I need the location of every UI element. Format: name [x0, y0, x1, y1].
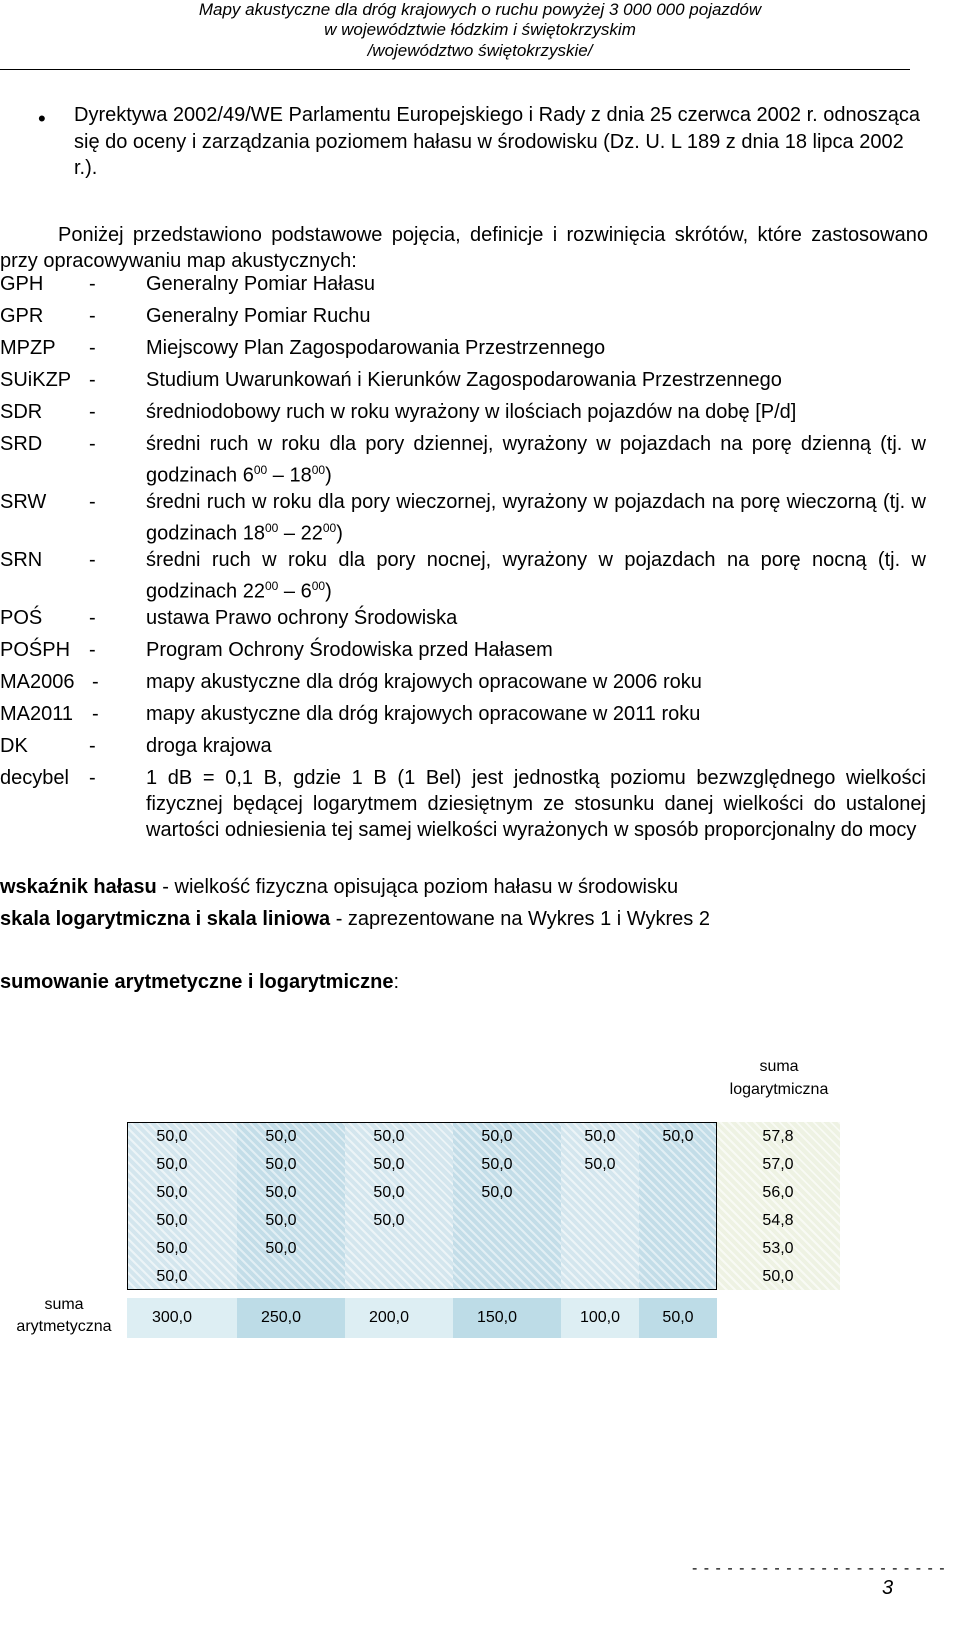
table-cell: [639, 1263, 717, 1291]
table-cell: 50,0: [481, 1184, 513, 1201]
table-cell: 50,0: [373, 1128, 405, 1145]
term-scales: skala logarytmiczna i skala liniowa - zaprezentowane na Wykres 1 i Wykres 2: [0, 908, 710, 930]
abbr-term: DK: [0, 735, 28, 757]
abbr-term: SDR: [0, 401, 43, 423]
abbr-dash: -: [89, 607, 96, 629]
intro-text: Poniżej przedstawiono podstawowe pojęcia, definicje i rozwinięcia skrótów, które zastosowano przy opracowywaniu map akustycznych:: [0, 224, 928, 272]
abbr-dash: -: [89, 639, 96, 661]
arith-sum-cell: 250,0: [260, 1309, 302, 1326]
footer-dashes: - - - - - - - - - - - - - - - - - - - - - -: [692, 1560, 946, 1577]
abbr-dash: -: [89, 735, 96, 757]
abbr-definition: Miejscowy Plan Zagospodarowania Przestrzennego: [146, 337, 606, 359]
table-cell: 50,0: [265, 1128, 297, 1145]
log-sum-cell: 53,0: [762, 1240, 794, 1257]
table-cell: [561, 1207, 639, 1235]
table-cell: [639, 1207, 717, 1235]
table-cell: [227, 1263, 335, 1291]
log-sum-cell: 50,0: [762, 1268, 794, 1285]
abbr-term: MPZP: [0, 337, 56, 359]
abbr-dash: -: [89, 767, 96, 789]
abbr-definition: średni ruch w roku dla pory wieczornej, wyrażony w pojazdach na porę wieczorną (tj. w godzinach $18^{00} - 22^{00}$): [146, 491, 926, 545]
table-cell: [561, 1263, 639, 1291]
abbr-definition: Program Ochrony Środowiska przed Hałasem: [146, 639, 553, 661]
abbr-term: decybel: [0, 767, 69, 789]
table-cell: 50,0: [156, 1268, 188, 1285]
table-cell: [639, 1235, 717, 1263]
abbr-dash: -: [92, 703, 99, 725]
abbr-term: SUiKZP: [0, 369, 72, 391]
abbr-definition: średni ruch w roku dla pory nocnej, wyrażony w pojazdach na porę nocną (tj. w godzinach $22^{00} - 6^{00}$): [146, 549, 926, 603]
table-cell: 50,0: [265, 1240, 297, 1257]
abbr-dash: -: [89, 369, 96, 391]
table-cell: [561, 1235, 639, 1263]
abbr-dash: -: [89, 337, 96, 359]
log-sum-cell: 56,0: [762, 1184, 794, 1201]
header-title-line-2: w województwie łódzkim i świętokrzyskim: [324, 20, 636, 39]
abbr-term: SRW: [0, 491, 47, 513]
term-summation: sumowanie arytmetyczne i logarytmiczne:: [0, 971, 400, 993]
table-cell: 50,0: [481, 1128, 513, 1145]
log-sum-cell: 54,8: [762, 1212, 794, 1229]
abbr-definition: mapy akustyczne dla dróg krajowych opracowane w 2011 roku: [146, 703, 701, 725]
arith-sum-cell: 50,0: [662, 1309, 694, 1326]
abbr-term: MA2011: [0, 703, 74, 725]
table-cell: 50,0: [584, 1128, 616, 1145]
table-cell: [561, 1179, 639, 1207]
table-cell: 50,0: [156, 1184, 188, 1201]
table-cell: 50,0: [156, 1240, 188, 1257]
table-cell: 50,0: [584, 1156, 616, 1173]
table-cell: [335, 1235, 443, 1263]
table-cell: [335, 1263, 443, 1291]
abbr-definition: droga krajowa: [146, 735, 272, 757]
table-cell: 50,0: [265, 1184, 297, 1201]
abbr-definition: średni ruch w roku dla pory dziennej, wyrażony w pojazdach na porę dzienną (tj. w godzinach $6^{00} - 18^{00}$): [146, 433, 926, 487]
abbr-term: POŚ: [0, 607, 43, 629]
abbr-term: MA2006: [0, 671, 75, 693]
arith-sum-cell: 100,0: [579, 1309, 621, 1326]
abbr-term: GPR: [0, 305, 44, 327]
table-cell: 50,0: [265, 1156, 297, 1173]
arith-sum-label: suma arytmetyczna: [16, 1296, 112, 1335]
abbr-dash: -: [89, 433, 96, 455]
header-rule: [0, 69, 910, 70]
abbr-dash: -: [92, 671, 99, 693]
log-sum-label: suma logarytmiczna: [729, 1058, 829, 1098]
header-title-line-1: Mapy akustyczne dla dróg krajowych o ruchu powyżej 3 000 000 pojazdów: [198, 0, 762, 19]
abbr-definition: Generalny Pomiar Ruchu: [146, 305, 371, 327]
table-cell: 50,0: [156, 1156, 188, 1173]
table-cell: 50,0: [662, 1128, 694, 1145]
table-cell: 50,0: [373, 1212, 405, 1229]
term-noise-indicator: wskaźnik hałasu - wielkość fizyczna opisująca poziom hałasu w środowisku: [0, 876, 679, 898]
table-cell: [443, 1263, 551, 1291]
table-cell: [443, 1235, 551, 1263]
abbr-definition: średniodobowy ruch w roku wyrażony w ilościach pojazdów na dobę [P/d]: [146, 401, 797, 423]
abbr-dash: -: [89, 305, 96, 327]
abbr-term: SRD: [0, 433, 43, 455]
table-cell: [443, 1207, 551, 1235]
abbr-dash: -: [89, 549, 96, 571]
abbr-definition: mapy akustyczne dla dróg krajowych opracowane w 2006 roku: [146, 671, 702, 693]
log-sum-cell: 57,8: [762, 1128, 794, 1145]
log-sum-cell: 57,0: [762, 1156, 794, 1173]
table-cell: 50,0: [156, 1212, 188, 1229]
header-title-line-3: /województwo świętokrzyskie/: [367, 41, 593, 60]
table-cell: [639, 1179, 717, 1207]
bullet-text: Dyrektywa 2002/49/WE Parlamentu Europejskiego i Rady z dnia 25 czerwca 2002 r. odnosząca się do oceny i zarządzania poziomem hałasu w środowisku (Dz. U. L 189 z dnia 18 lipca 2002 r.).: [74, 104, 921, 179]
abbr-term: POŚPH: [0, 639, 71, 661]
abbr-definition: 1 dB = 0,1 B, gdzie 1 B (1 Bel) jest jednostką poziomu bezwzględnego wielkości fizycznej będącej logarytmem dziesiętnym ze stosunku danej wielkości do ustalonej wartości odniesienia tej samej wielkości wyrażonych w sposób proporcjonalny do mocy: [146, 767, 926, 841]
bullet-icon: •: [38, 106, 46, 131]
table-cell: 50,0: [481, 1156, 513, 1173]
page-number: 3: [882, 1577, 894, 1599]
abbr-definition: Studium Uwarunkowań i Kierunków Zagospodarowania Przestrzennego: [146, 369, 782, 391]
abbr-term: SRN: [0, 549, 43, 571]
abbr-dash: -: [89, 401, 96, 423]
table-cell: [639, 1151, 717, 1179]
abbr-dash: -: [89, 273, 96, 295]
arith-sum-cell: 300,0: [151, 1309, 193, 1326]
table-cell: 50,0: [373, 1184, 405, 1201]
abbr-dash: -: [89, 491, 96, 513]
arith-sum-cell: 200,0: [368, 1309, 410, 1326]
intro-paragraph: [0, 222, 928, 274]
arith-sum-cell: 150,0: [476, 1309, 518, 1326]
table-cell: 50,0: [156, 1128, 188, 1145]
abbr-term: GPH: [0, 273, 44, 295]
table-cell: 50,0: [265, 1212, 297, 1229]
abbr-definition: ustawa Prawo ochrony Środowiska: [146, 607, 458, 629]
table-cell: 50,0: [373, 1156, 405, 1173]
abbr-definition: Generalny Pomiar Hałasu: [146, 273, 375, 295]
